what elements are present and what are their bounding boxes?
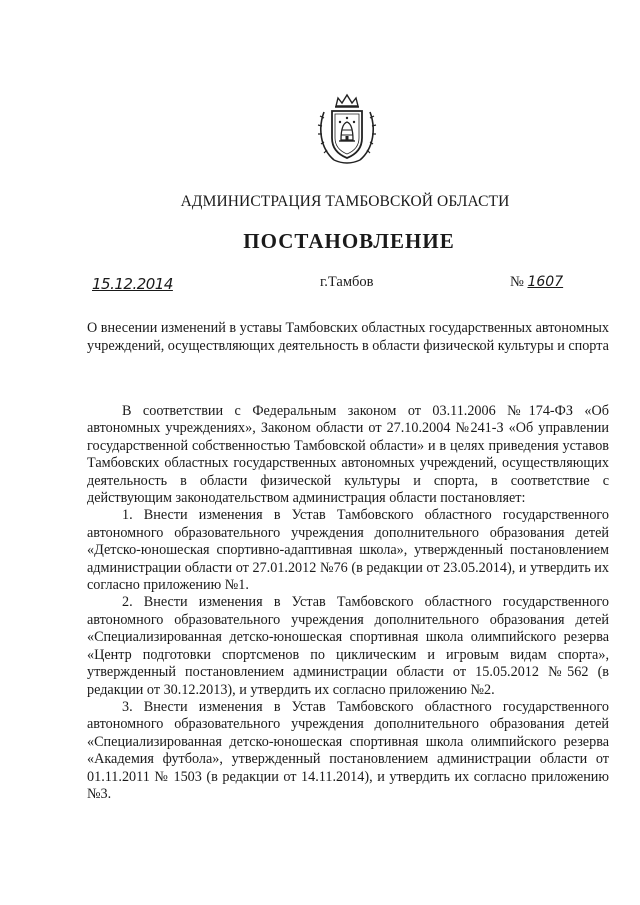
- list-item: 2. Внести изменения в Устав Тамбовского областного государственного автономного образовательного учреждения дополнительного образования детей «Специализированная детско-юношеская спортивная школа олимпийского резерва «Центр подготовки спортсменов по циклическим и игровым видам спорта», утвержденный постановлением администрации области от 15.05.2012 №562 (в редакции от 30.12.2013), и утвердить их согласно приложению №2.: [87, 594, 609, 698]
- list-item: 1. Внести изменения в Устав Тамбовского областного государственного автономного образовательного учреждения дополнительного образования детей «Детско-юношеская спортивно-адаптивная школа», утвержденный постановлением администрации области от 27.01.2012 №76 (в редакции от 23.05.2014), и утвердить их согласно приложению №1.: [87, 507, 609, 594]
- document-date: 15.12.2014: [92, 275, 173, 293]
- document-body: [87, 403, 609, 803]
- preamble-paragraph: В соответствии с Федеральным законом от 03.11.2006 №174-ФЗ «Об автономных учреждениях», Законом области от 27.10.2004 №241-З «Об управлении государственной собственностью Тамбовской области» и в целях приведения уставов Тамбовских областных государственных автономных учреждений, осуществляющих деятельность в области физической культуры и спорта, в соответствие с действующим законодательством администрация области постановляет:: [87, 403, 609, 507]
- list-item: 3. Внести изменения в Устав Тамбовского областного государственного автономного образовательного учреждения дополнительного образования детей «Специализированная детско-юношеская спортивная школа олимпийского резерва «Академия футбола», утвержденный постановлением администрации области от 01.11.2011 № 1503 (в редакции от 14.11.2014), и утвердить их согласно приложению №3.: [87, 698, 609, 802]
- number-value: 1607: [527, 274, 564, 290]
- document-number: [510, 274, 563, 291]
- coat-of-arms-icon: [316, 92, 378, 168]
- document-subject: О внесении изменений в уставы Тамбовских областных государственных автономных учреждений, осуществляющих деятельность в области физической культуры и спорта: [87, 320, 609, 354]
- document-type: ПОСТАНОВЛЕНИЕ: [243, 229, 455, 253]
- agency-name: АДМИНИСТРАЦИЯ ТАМБОВСКОЙ ОБЛАСТИ: [180, 193, 510, 210]
- number-label: №: [510, 274, 524, 290]
- document-city: г.Тамбов: [320, 274, 374, 290]
